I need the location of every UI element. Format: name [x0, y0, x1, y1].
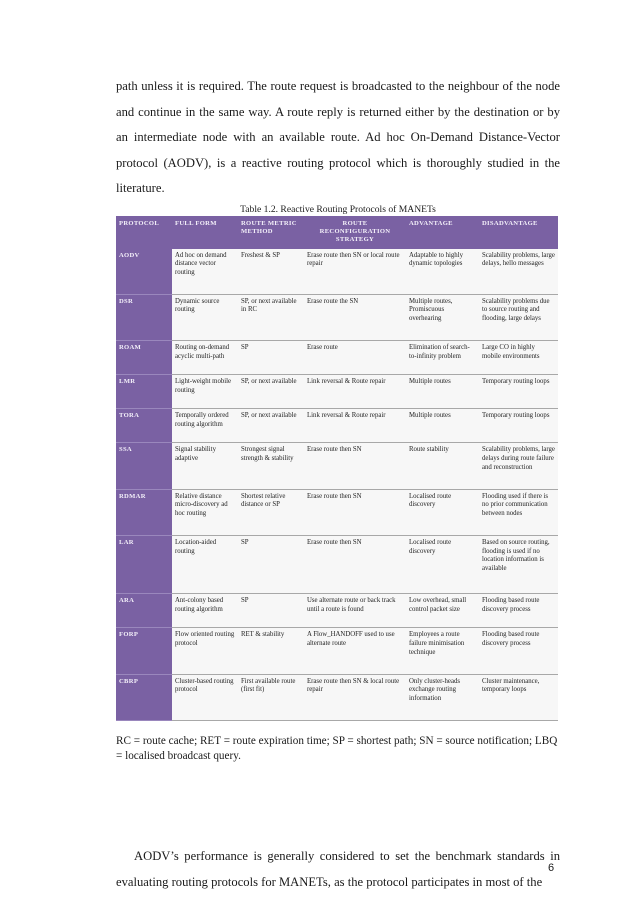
table-cell: Localised route discovery [406, 535, 479, 593]
protocol-cell: FORP [116, 628, 172, 674]
body-paragraph-bottom: AODV’s performance is generally considered to set the benchmark standards in evaluating routing protocols for MANETs, as the protocol participates in most of the [116, 849, 560, 889]
table-cell: Erase route the SN [304, 294, 406, 340]
table-row [116, 375, 558, 409]
protocol-cell: CBRP [116, 674, 172, 720]
table-cell: Low overhead, small control packet size [406, 594, 479, 628]
table-cell: Erase route [304, 340, 406, 374]
header-full-form: FULL FORM [172, 216, 238, 249]
protocol-cell: TORA [116, 409, 172, 443]
header-advantage: ADVANTAGE [406, 216, 479, 249]
table-cell: Localised route discovery [406, 489, 479, 535]
table-cell: Multiple routes, Promiscuous overhearing [406, 294, 479, 340]
table-cell: Cluster-based routing protocol [172, 674, 238, 720]
table-cell: Routing on-demand acyclic multi-path [172, 340, 238, 374]
table-cell: Flooding used if there is no prior communication between nodes [479, 489, 558, 535]
table-cell: Temporally ordered routing algorithm [172, 409, 238, 443]
table-cell: SP, or next available [238, 409, 304, 443]
table-cell: Large CO in highly mobile environments [479, 340, 558, 374]
table-cell: Erase route then SN [304, 443, 406, 489]
table-cell: Signal stability adaptive [172, 443, 238, 489]
table-cell: Scalability problems due to source routing and flooding, large delays [479, 294, 558, 340]
protocol-cell: RDMAR [116, 489, 172, 535]
table-row [116, 340, 558, 374]
table-cell: Multiple routes [406, 375, 479, 409]
table-cell: Flooding based route discovery process [479, 594, 558, 628]
table-cell: Flooding based route discovery process [479, 628, 558, 674]
table-cell: Erase route then SN [304, 535, 406, 593]
table-cell: Erase route then SN & local route repair [304, 674, 406, 720]
table-cell: Temporary routing loops [479, 409, 558, 443]
protocol-cell: DSR [116, 294, 172, 340]
table-cell: SP [238, 535, 304, 593]
table-cell: Relative distance micro-discovery ad hoc routing [172, 489, 238, 535]
table-row [116, 489, 558, 535]
protocol-cell: SSA [116, 443, 172, 489]
table-cell: Scalability problems, large delays during route failure and reconstruction [479, 443, 558, 489]
table-row [116, 594, 558, 628]
table-cell: Use alternate route or back track until a route is found [304, 594, 406, 628]
table-cell: Dynamic source routing [172, 294, 238, 340]
table-row [116, 535, 558, 593]
table-cell: Link reversal & Route repair [304, 409, 406, 443]
header-route-reconfiguration-strategy: ROUTE RECONFIGURATION STRATEGY [304, 216, 406, 249]
table-cell: Route stability [406, 443, 479, 489]
table-cell: RET & stability [238, 628, 304, 674]
table-cell: Ad hoc on demand distance vector routing [172, 249, 238, 295]
table-cell: SP, or next available in RC [238, 294, 304, 340]
table-cell: SP [238, 340, 304, 374]
table-caption: Table 1.2. Reactive Routing Protocols of MANETs [240, 204, 436, 215]
table-cell: Temporary routing loops [479, 375, 558, 409]
table-cell: Employees a route failure minimisation technique [406, 628, 479, 674]
header-protocol: PROTOCOL [116, 216, 172, 249]
table-cell: Freshest & SP [238, 249, 304, 295]
table-row [116, 628, 558, 674]
page-number: 6 [548, 862, 555, 874]
table-cell: Erase route then SN [304, 489, 406, 535]
table-cell: SP [238, 594, 304, 628]
table-row [116, 294, 558, 340]
table-row [116, 674, 558, 720]
table-cell: Light-weight mobile routing [172, 375, 238, 409]
protocol-cell: ARA [116, 594, 172, 628]
protocol-cell: LMR [116, 375, 172, 409]
body-paragraph-top: path unless it is required. The route request is broadcasted to the neighbour of the node and continue in the same way. A route reply is returned either by the destination or by an intermediate node with an available route. Ad hoc On-Demand Distance-Vector protocol (AODV), is a reactive routing protocol which is thoroughly studied in the literature. [116, 79, 560, 195]
table-cell: Scalability problems, large delays, hello messages [479, 249, 558, 295]
table-cell: First available route (first fit) [238, 674, 304, 720]
table-cell: Only cluster-heads exchange routing information [406, 674, 479, 720]
table-row [116, 443, 558, 489]
protocol-cell: AODV [116, 249, 172, 295]
table-row [116, 249, 558, 295]
table-cell: A Flow_HANDOFF used to use alternate route [304, 628, 406, 674]
table-row [116, 409, 558, 443]
table-footnote: RC = route cache; RET = route expiration time; SP = shortest path; SN = source notification; LBQ = localised broadcast query. [116, 735, 558, 762]
table-cell: Ant-colony based routing algorithm [172, 594, 238, 628]
table-cell: Adaptable to highly dynamic topologies [406, 249, 479, 295]
header-route-metric-method: ROUTE METRIC METHOD [238, 216, 304, 249]
protocol-cell: LAR [116, 535, 172, 593]
table-cell: Cluster maintenance, temporary loops [479, 674, 558, 720]
table-cell: Strongest signal strength & stability [238, 443, 304, 489]
table-cell: Based on source routing, flooding is used if no location information is available [479, 535, 558, 593]
table-cell: Erase route then SN or local route repair [304, 249, 406, 295]
protocol-cell: ROAM [116, 340, 172, 374]
table-cell: Shortest relative distance or SP [238, 489, 304, 535]
table-cell: Elimination of search-to-infinity problem [406, 340, 479, 374]
routing-protocols-table [116, 216, 558, 721]
table-cell: Flow oriented routing protocol [172, 628, 238, 674]
table-cell: Multiple routes [406, 409, 479, 443]
table-cell: Location-aided routing [172, 535, 238, 593]
header-disadvantage: DISADVANTAGE [479, 216, 558, 249]
table-cell: Link reversal & Route repair [304, 375, 406, 409]
table-header-row [116, 216, 558, 249]
table-cell: SP, or next available [238, 375, 304, 409]
